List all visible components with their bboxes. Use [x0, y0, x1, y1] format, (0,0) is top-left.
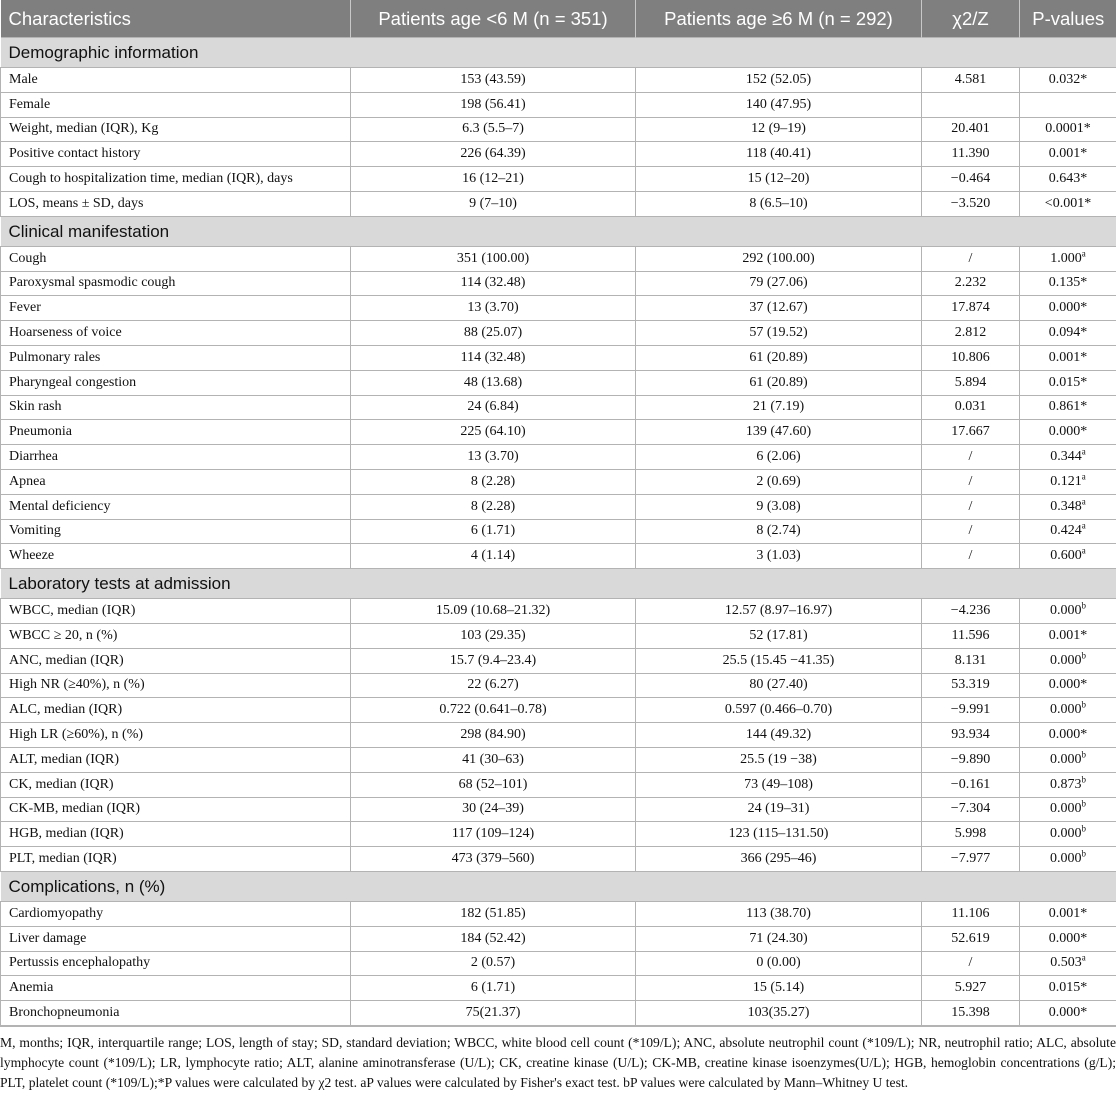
value-statistic: −7.304: [922, 797, 1020, 822]
value-p: 0.032*: [1020, 68, 1116, 93]
value-over-6m: 118 (40.41): [636, 142, 922, 167]
value-statistic: 17.667: [922, 420, 1020, 445]
header-p-values: P-values: [1020, 0, 1116, 38]
row-label: ANC, median (IQR): [1, 648, 351, 673]
p-value-footnote-marker: b: [1081, 798, 1086, 809]
value-over-6m: 25.5 (19 −38): [636, 747, 922, 772]
row-label: Vomiting: [1, 519, 351, 544]
value-p: 0.001*: [1020, 901, 1116, 926]
value-statistic: 17.874: [922, 296, 1020, 321]
value-statistic: 10.806: [922, 345, 1020, 370]
section-row-complications-n: [1, 871, 1116, 901]
value-under-6m: 8 (2.28): [351, 469, 636, 494]
p-value-footnote-marker: a: [1081, 545, 1086, 556]
value-statistic: 0.031: [922, 395, 1020, 420]
value-p: 0.135*: [1020, 271, 1116, 296]
table-row: [1, 92, 1116, 117]
value-p: 0.094*: [1020, 321, 1116, 346]
row-label: Diarrhea: [1, 445, 351, 470]
table-row: [1, 395, 1116, 420]
table-row: [1, 797, 1116, 822]
value-statistic: −0.161: [922, 772, 1020, 797]
value-statistic: /: [922, 544, 1020, 569]
p-value-footnote-marker: a: [1081, 952, 1086, 963]
value-over-6m: 15 (5.14): [636, 976, 922, 1001]
value-statistic: 11.390: [922, 142, 1020, 167]
value-under-6m: 225 (64.10): [351, 420, 636, 445]
row-label: Apnea: [1, 469, 351, 494]
value-statistic: 11.106: [922, 901, 1020, 926]
value-over-6m: 0 (0.00): [636, 951, 922, 976]
value-p: [1020, 544, 1116, 569]
table-row: [1, 747, 1116, 772]
value-p: 0.000*: [1020, 673, 1116, 698]
value-under-6m: 15.09 (10.68–21.32): [351, 599, 636, 624]
value-under-6m: 16 (12–21): [351, 167, 636, 192]
value-over-6m: 73 (49–108): [636, 772, 922, 797]
value-under-6m: 41 (30–63): [351, 747, 636, 772]
row-label: ALC, median (IQR): [1, 698, 351, 723]
value-p: 0.861*: [1020, 395, 1116, 420]
value-statistic: −4.236: [922, 599, 1020, 624]
value-under-6m: 13 (3.70): [351, 445, 636, 470]
row-label: Pneumonia: [1, 420, 351, 445]
p-value-footnote-marker: a: [1081, 248, 1086, 259]
table-row: [1, 519, 1116, 544]
row-label: Wheeze: [1, 544, 351, 569]
value-under-6m: 15.7 (9.4–23.4): [351, 648, 636, 673]
row-label: Pharyngeal congestion: [1, 370, 351, 395]
row-label: High NR (≥40%), n (%): [1, 673, 351, 698]
value-statistic: 20.401: [922, 117, 1020, 142]
p-value-footnote-marker: b: [1081, 649, 1086, 660]
value-over-6m: 123 (115–131.50): [636, 822, 922, 847]
value-over-6m: 12 (9–19): [636, 117, 922, 142]
table-row: [1, 822, 1116, 847]
header-patients-under-6m: Patients age <6 M (n = 351): [351, 0, 636, 38]
table-row: [1, 847, 1116, 872]
table-row: [1, 926, 1116, 951]
value-p: 0.015*: [1020, 976, 1116, 1001]
value-under-6m: 68 (52–101): [351, 772, 636, 797]
value-over-6m: 15 (12–20): [636, 167, 922, 192]
row-label: PLT, median (IQR): [1, 847, 351, 872]
p-value-footnote-marker: b: [1081, 600, 1086, 611]
value-under-6m: 6.3 (5.5–7): [351, 117, 636, 142]
section-row-demographic-information: [1, 38, 1116, 68]
value-over-6m: 52 (17.81): [636, 623, 922, 648]
value-over-6m: 2 (0.69): [636, 469, 922, 494]
value-statistic: −7.977: [922, 847, 1020, 872]
row-label: Cough to hospitalization time, median (IQR), days: [1, 167, 351, 192]
row-label: Liver damage: [1, 926, 351, 951]
value-over-6m: 79 (27.06): [636, 271, 922, 296]
p-value-text: 0.348: [1050, 498, 1082, 514]
value-statistic: 11.596: [922, 623, 1020, 648]
row-label: WBCC ≥ 20, n (%): [1, 623, 351, 648]
value-under-6m: 88 (25.07): [351, 321, 636, 346]
value-p: 0.643*: [1020, 167, 1116, 192]
table-row: [1, 1001, 1116, 1026]
value-over-6m: 6 (2.06): [636, 445, 922, 470]
row-label: Fever: [1, 296, 351, 321]
value-p: 0.000*: [1020, 723, 1116, 748]
row-label: CK-MB, median (IQR): [1, 797, 351, 822]
row-label: Paroxysmal spasmodic cough: [1, 271, 351, 296]
value-statistic: /: [922, 519, 1020, 544]
header-row: [1, 0, 1116, 38]
value-p: 0.000*: [1020, 926, 1116, 951]
p-value-footnote-marker: b: [1081, 773, 1086, 784]
p-value-footnote-marker: b: [1081, 823, 1086, 834]
value-under-6m: 117 (109–124): [351, 822, 636, 847]
table-row: [1, 142, 1116, 167]
value-p: 0.015*: [1020, 370, 1116, 395]
value-over-6m: 37 (12.67): [636, 296, 922, 321]
value-over-6m: 366 (295–46): [636, 847, 922, 872]
value-statistic: /: [922, 246, 1020, 271]
value-p: 0.000*: [1020, 1001, 1116, 1026]
value-over-6m: 292 (100.00): [636, 246, 922, 271]
value-p: [1020, 772, 1116, 797]
value-under-6m: 114 (32.48): [351, 271, 636, 296]
table-row: [1, 68, 1116, 93]
table-row: [1, 246, 1116, 271]
p-value-text: 0.000: [1050, 751, 1082, 767]
table-row: [1, 191, 1116, 216]
value-statistic: /: [922, 951, 1020, 976]
value-statistic: /: [922, 445, 1020, 470]
value-p: [1020, 951, 1116, 976]
value-p: [1020, 847, 1116, 872]
p-value-footnote-marker: b: [1081, 699, 1086, 710]
value-under-6m: 2 (0.57): [351, 951, 636, 976]
table-row: [1, 723, 1116, 748]
value-under-6m: 184 (52.42): [351, 926, 636, 951]
table-row: [1, 345, 1116, 370]
value-p: [1020, 445, 1116, 470]
section-title: Demographic information: [1, 38, 1116, 68]
section-row-clinical-manifestation: [1, 216, 1116, 246]
value-statistic: 5.894: [922, 370, 1020, 395]
value-under-6m: 30 (24–39): [351, 797, 636, 822]
value-p: [1020, 494, 1116, 519]
table-row: [1, 544, 1116, 569]
value-under-6m: 6 (1.71): [351, 976, 636, 1001]
table-row: [1, 951, 1116, 976]
value-statistic: 8.131: [922, 648, 1020, 673]
table-row: [1, 494, 1116, 519]
section-title: Clinical manifestation: [1, 216, 1116, 246]
value-over-6m: 61 (20.89): [636, 370, 922, 395]
row-label: Positive contact history: [1, 142, 351, 167]
value-under-6m: 24 (6.84): [351, 395, 636, 420]
value-over-6m: 57 (19.52): [636, 321, 922, 346]
row-label: High LR (≥60%), n (%): [1, 723, 351, 748]
p-value-text: 0.503: [1050, 955, 1082, 971]
value-p: <0.001*: [1020, 191, 1116, 216]
table-row: [1, 599, 1116, 624]
table-row: [1, 296, 1116, 321]
table-row: [1, 420, 1116, 445]
row-label: Pertussis encephalopathy: [1, 951, 351, 976]
value-statistic: 5.927: [922, 976, 1020, 1001]
value-p: [1020, 747, 1116, 772]
value-p: [1020, 469, 1116, 494]
value-p: [1020, 648, 1116, 673]
header-characteristics: Characteristics: [1, 0, 351, 38]
value-under-6m: 473 (379–560): [351, 847, 636, 872]
value-under-6m: 48 (13.68): [351, 370, 636, 395]
value-under-6m: 198 (56.41): [351, 92, 636, 117]
value-statistic: /: [922, 469, 1020, 494]
value-statistic: 5.998: [922, 822, 1020, 847]
table-row: [1, 673, 1116, 698]
row-label: Mental deficiency: [1, 494, 351, 519]
value-statistic: [922, 92, 1020, 117]
p-value-text: 0.000: [1050, 851, 1082, 866]
value-under-6m: 9 (7–10): [351, 191, 636, 216]
table-row: [1, 772, 1116, 797]
row-label: ALT, median (IQR): [1, 747, 351, 772]
value-over-6m: 25.5 (15.45 −41.35): [636, 648, 922, 673]
p-value-text: 0.344: [1050, 449, 1082, 465]
value-under-6m: 153 (43.59): [351, 68, 636, 93]
row-label: Pulmonary rales: [1, 345, 351, 370]
p-value-footnote-marker: a: [1081, 520, 1086, 531]
row-label: Male: [1, 68, 351, 93]
p-value-text: 0.000: [1050, 826, 1082, 842]
value-over-6m: 152 (52.05): [636, 68, 922, 93]
value-p: [1020, 698, 1116, 723]
p-value-footnote-marker: a: [1081, 446, 1086, 457]
value-over-6m: 140 (47.95): [636, 92, 922, 117]
value-p: 0.000*: [1020, 296, 1116, 321]
section-row-laboratory-tests-at-admission: [1, 569, 1116, 599]
value-under-6m: 0.722 (0.641–0.78): [351, 698, 636, 723]
value-over-6m: 12.57 (8.97–16.97): [636, 599, 922, 624]
value-p: [1020, 599, 1116, 624]
table-row: [1, 648, 1116, 673]
p-value-footnote-marker: b: [1081, 749, 1086, 760]
value-over-6m: 139 (47.60): [636, 420, 922, 445]
value-statistic: 93.934: [922, 723, 1020, 748]
value-over-6m: 8 (6.5–10): [636, 191, 922, 216]
value-over-6m: 113 (38.70): [636, 901, 922, 926]
value-under-6m: 6 (1.71): [351, 519, 636, 544]
table-footnote: M, months; IQR, interquartile range; LOS, length of stay; SD, standard deviation; WBCC, white blood cell count (*109/L); ANC, absolute neutrophil count (*109/L); NR, neutrophil ratio; ALC, absolute lymphocyte count (*109/L); LR, lymphocyte ratio; ALT, alanine aminotransferase (U/L); CK, creatine kinase (U/L); CK-MB, creatine kinase isoenzymes(U/L); HGB, hemoglobin concentrations (g/L); PLT, platelet count (*109/L);*P values were calculated by χ2 test. aP values were calculated by Fisher's exact test. bP values were calculated by Mann–Whitney U test.: [0, 1026, 1116, 1093]
value-under-6m: 103 (29.35): [351, 623, 636, 648]
p-value-text: 0.424: [1050, 523, 1082, 539]
row-label: Weight, median (IQR), Kg: [1, 117, 351, 142]
value-p: 0.001*: [1020, 623, 1116, 648]
value-over-6m: 3 (1.03): [636, 544, 922, 569]
header-chi-z: χ2/Z: [922, 0, 1020, 38]
value-p: [1020, 519, 1116, 544]
row-label: Female: [1, 92, 351, 117]
p-value-text: 1.000: [1050, 250, 1082, 266]
p-value-text: 0.121: [1050, 473, 1082, 489]
value-over-6m: 24 (19–31): [636, 797, 922, 822]
value-over-6m: 80 (27.40): [636, 673, 922, 698]
value-under-6m: 226 (64.39): [351, 142, 636, 167]
value-over-6m: 9 (3.08): [636, 494, 922, 519]
value-under-6m: 22 (6.27): [351, 673, 636, 698]
p-value-text: 0.000: [1050, 702, 1082, 718]
value-statistic: −9.991: [922, 698, 1020, 723]
value-statistic: 53.319: [922, 673, 1020, 698]
table-row: [1, 901, 1116, 926]
header-patients-over-6m: Patients age ≥6 M (n = 292): [636, 0, 922, 38]
table-row: [1, 445, 1116, 470]
p-value-text: 0.600: [1050, 548, 1082, 564]
value-under-6m: 351 (100.00): [351, 246, 636, 271]
row-label: Anemia: [1, 976, 351, 1001]
value-p: 0.000*: [1020, 420, 1116, 445]
p-value-footnote-marker: a: [1081, 495, 1086, 506]
value-statistic: −3.520: [922, 191, 1020, 216]
table-row: [1, 370, 1116, 395]
value-under-6m: 13 (3.70): [351, 296, 636, 321]
p-value-text: 0.000: [1050, 652, 1082, 668]
p-value-text: 0.873: [1050, 776, 1082, 792]
p-value-text: 0.000: [1050, 603, 1082, 619]
table-row: [1, 469, 1116, 494]
table-row: [1, 623, 1116, 648]
value-statistic: −9.890: [922, 747, 1020, 772]
value-under-6m: 4 (1.14): [351, 544, 636, 569]
table-row: [1, 321, 1116, 346]
row-label: Cardiomyopathy: [1, 901, 351, 926]
p-value-footnote-marker: a: [1081, 471, 1086, 482]
section-title: Laboratory tests at admission: [1, 569, 1116, 599]
value-p: [1020, 797, 1116, 822]
row-label: CK, median (IQR): [1, 772, 351, 797]
p-value-footnote-marker: b: [1081, 848, 1086, 859]
table-row: [1, 167, 1116, 192]
value-over-6m: 61 (20.89): [636, 345, 922, 370]
table-row: [1, 271, 1116, 296]
value-p: 0.001*: [1020, 142, 1116, 167]
value-statistic: /: [922, 494, 1020, 519]
value-under-6m: 75(21.37): [351, 1001, 636, 1026]
row-label: Bronchopneumonia: [1, 1001, 351, 1026]
value-over-6m: 144 (49.32): [636, 723, 922, 748]
row-label: LOS, means ± SD, days: [1, 191, 351, 216]
value-statistic: 2.812: [922, 321, 1020, 346]
value-statistic: 2.232: [922, 271, 1020, 296]
value-over-6m: 8 (2.74): [636, 519, 922, 544]
value-p: 0.0001*: [1020, 117, 1116, 142]
row-label: Skin rash: [1, 395, 351, 420]
section-title: Complications, n (%): [1, 871, 1116, 901]
value-under-6m: 298 (84.90): [351, 723, 636, 748]
row-label: Hoarseness of voice: [1, 321, 351, 346]
p-value-text: 0.000: [1050, 801, 1082, 817]
table-row: [1, 117, 1116, 142]
value-under-6m: 8 (2.28): [351, 494, 636, 519]
value-over-6m: 103(35.27): [636, 1001, 922, 1026]
value-over-6m: 0.597 (0.466–0.70): [636, 698, 922, 723]
value-over-6m: 21 (7.19): [636, 395, 922, 420]
value-under-6m: 182 (51.85): [351, 901, 636, 926]
value-under-6m: 114 (32.48): [351, 345, 636, 370]
table-row: [1, 698, 1116, 723]
value-p: [1020, 822, 1116, 847]
row-label: Cough: [1, 246, 351, 271]
row-label: WBCC, median (IQR): [1, 599, 351, 624]
row-label: HGB, median (IQR): [1, 822, 351, 847]
table-body: [1, 38, 1116, 1026]
value-statistic: 15.398: [922, 1001, 1020, 1026]
value-statistic: 4.581: [922, 68, 1020, 93]
value-statistic: −0.464: [922, 167, 1020, 192]
value-over-6m: 71 (24.30): [636, 926, 922, 951]
value-statistic: 52.619: [922, 926, 1020, 951]
value-p: [1020, 92, 1116, 117]
value-p: [1020, 246, 1116, 271]
value-p: 0.001*: [1020, 345, 1116, 370]
table-row: [1, 976, 1116, 1001]
